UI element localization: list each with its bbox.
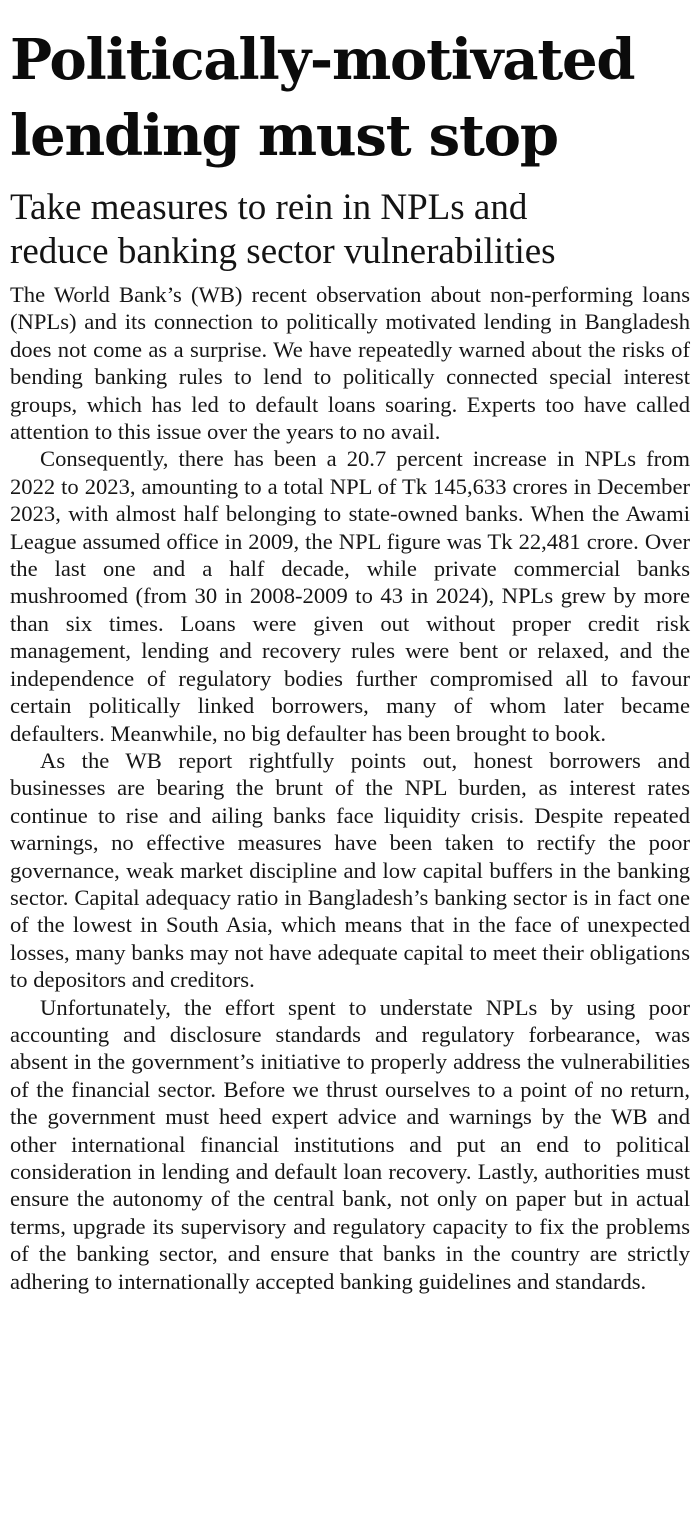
headline-line-2: lending must stop [10,103,558,169]
editorial-article [10,22,690,1295]
subheadline-line-2: reduce banking sector vulnerabilities [10,231,556,272]
headline [10,22,690,174]
subheadline [10,186,690,274]
paragraph-4: Unfortunately, the effort spent to understate NPLs by using poor accounting and disclosure standards and regulatory forbearance, was absent in the government’s initiative to properly address the vulnerabilities of the financial sector. Before we thrust ourselves to a point of no return, the government must heed expert advice and warnings by the WB and other international financial institutions and put an end to political consideration in lending and default loan recovery. Lastly, authorities must ensure the autonomy of the central bank, not only on paper but in actual terms, upgrade its supervisory and regulatory capacity to fix the problems of the banking sector, and ensure that banks in the country are strictly adhering to internationally accepted banking guidelines and standards. [10,994,690,1294]
headline-line-1: Politically-motivated [10,27,635,93]
paragraph-2: Consequently, there has been a 20.7 percent increase in NPLs from 2022 to 2023, amounting to a total NPL of Tk 145,633 crores in December 2023, with almost half belonging to state-owned banks. When the Awami League assumed office in 2009, the NPL figure was Tk 22,481 crore. Over the last one and a half decade, while private commercial banks mushroomed (from 30 in 2008-2009 to 43 in 2024), NPLs grew by more than six times. Loans were given out without proper credit risk management, lending and recovery rules were bent or relaxed, and the independence of regulatory bodies further compromised all to favour certain politically linked borrowers, many of whom later became defaulters. Meanwhile, no big defaulter has been brought to book. [10,446,690,746]
paragraph-3: As the WB report rightfully points out, honest borrowers and businesses are bearing the brunt of the NPL burden, as interest rates continue to rise and ailing banks face liquidity crisis. Despite repeated warnings, no effective measures have been taken to rectify the poor governance, weak market discipline and low capital buffers in the banking sector. Capital adequacy ratio in Bangladesh’s banking sector is in fact one of the lowest in South Asia, which means that in the face of unexpected losses, many banks may not have adequate capital to meet their obligations to depositors and creditors. [10,747,690,993]
paragraph-1: The World Bank’s (WB) recent observation about non-performing loans (NPLs) and its connection to politically motivated lending in Bangladesh does not come as a surprise. We have repeatedly warned about the risks of bending banking rules to lend to politically connected special interest groups, which has led to default loans soaring. Experts too have called attention to this issue over the years to no avail. [10,282,690,445]
article-body [10,281,690,1295]
subheadline-line-1: Take measures to rein in NPLs and [10,187,528,228]
